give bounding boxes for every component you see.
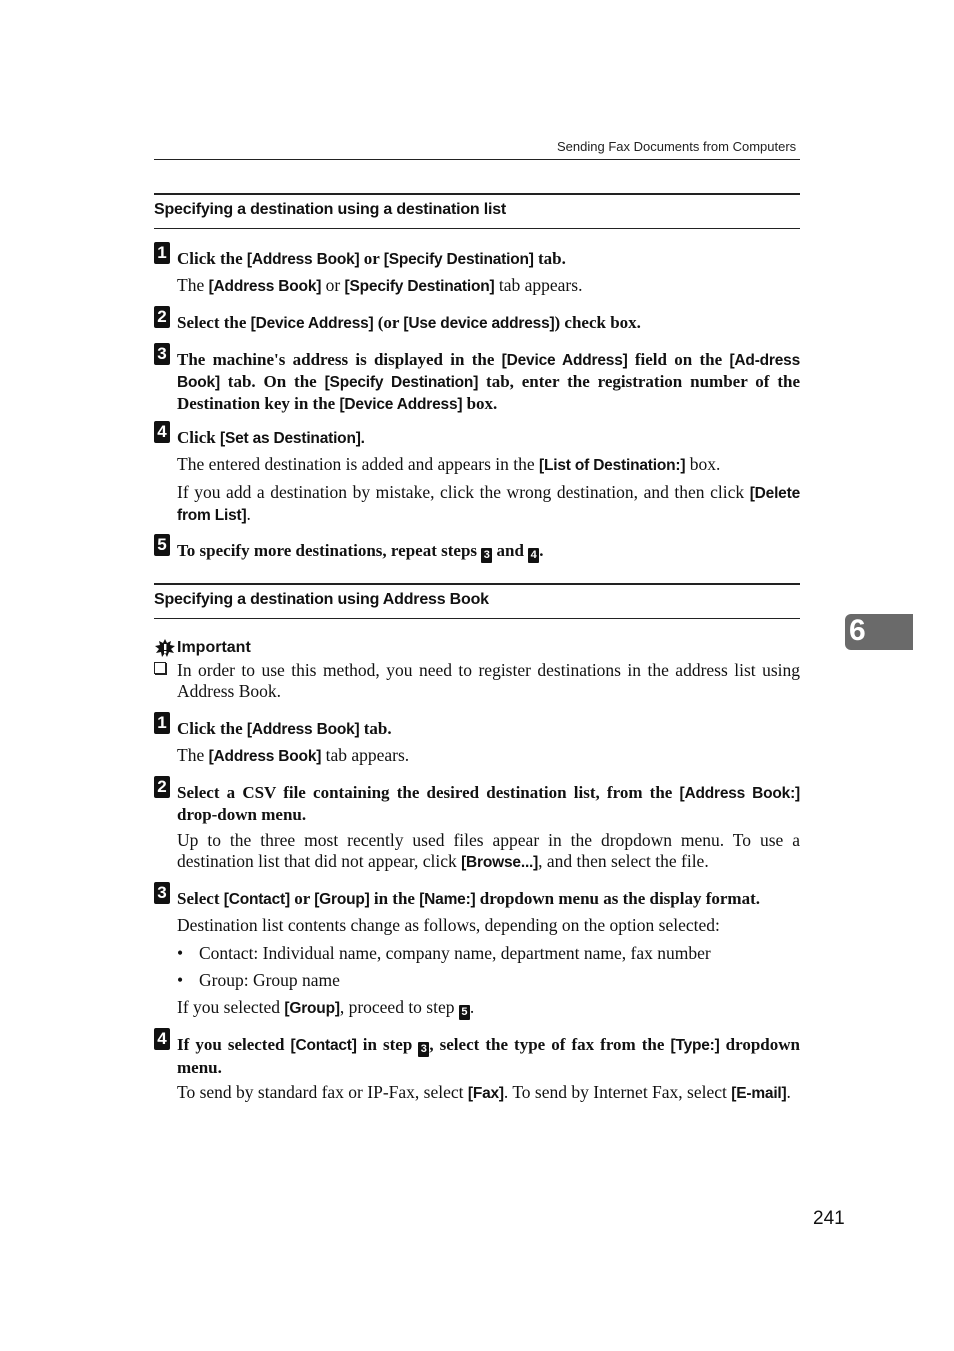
step-number: 1 xyxy=(154,712,170,734)
page-number: 241 xyxy=(813,1208,845,1229)
step-number: 2 xyxy=(154,776,170,798)
step-body: Destination list contents change as follows, depending on the option selected: xyxy=(177,915,720,935)
step-heading: Click [Set as Destination]. xyxy=(177,428,365,447)
step-number: 4 xyxy=(154,421,170,443)
step-ref: 3 xyxy=(481,548,492,563)
section1-top-rule xyxy=(154,193,800,195)
checkbox-icon xyxy=(154,662,166,674)
step-body: Up to the three most recently used files appear in the dropdown menu. To use a destination list that did not appear, click [Browse...], and then select the file. xyxy=(177,830,800,871)
header-rule xyxy=(154,159,800,160)
step-body: If you add a destination by mistake, click the wrong destination, and then click [Delete from List]. xyxy=(177,482,800,524)
list-item: Contact: Individual name, company name, department name, fax number xyxy=(199,943,711,963)
step-ref: 5 xyxy=(459,1005,470,1020)
section1-bottom-rule xyxy=(154,228,800,229)
step-heading: Click the [Address Book] or [Specify Destination] tab. xyxy=(177,249,566,268)
step-body: To send by standard fax or IP-Fax, select [Fax]. To send by Internet Fax, select [E-mail]. xyxy=(177,1082,791,1102)
step-heading: Select a CSV file containing the desired destination list, from the [Address Book:] drop-down menu. xyxy=(177,783,800,824)
step-number: 5 xyxy=(154,534,170,556)
step-number: 3 xyxy=(154,343,170,365)
step-number: 2 xyxy=(154,306,170,328)
section2-title: Specifying a destination using Address Book xyxy=(154,591,489,608)
bullet-icon: • xyxy=(177,970,184,990)
step-heading: Select [Contact] or [Group] in the [Name:] dropdown menu as the display format. xyxy=(177,889,761,908)
step-heading: Click the [Address Book] tab. xyxy=(177,719,392,738)
step-number: 4 xyxy=(154,1028,170,1050)
section2-top-rule xyxy=(154,583,800,585)
important-label: Important xyxy=(177,639,251,656)
step-number: 1 xyxy=(154,242,170,264)
chapter-tab xyxy=(845,614,913,650)
bullet-icon: • xyxy=(177,943,184,963)
list-item: Group: Group name xyxy=(199,970,340,990)
chapter-tab-label: 6 xyxy=(849,614,866,647)
step-body: If you selected [Group], proceed to step 5 . xyxy=(177,997,475,1018)
section1-title: Specifying a destination using a destination list xyxy=(154,201,507,218)
step-body: The [Address Book] or [Specify Destination] tab appears. xyxy=(177,275,583,295)
step-ref: 4 xyxy=(528,548,539,563)
running-header: Sending Fax Documents from Computers xyxy=(557,139,797,154)
step-heading: The machine's address is displayed in the [Device Address] field on the [Ad-dress Book] tab. On the [Specify Destination] tab, enter the registration number of the Destination key in the [Device Address] box. xyxy=(177,350,801,413)
step-ref: 3 xyxy=(418,1042,429,1057)
important-text: In order to use this method, you need to register destinations in the address list using Address Book. xyxy=(177,660,800,701)
section2-bottom-rule xyxy=(154,618,800,619)
step-number: 3 xyxy=(154,882,170,904)
step-body: The entered destination is added and appears in the [List of Destination:] box. xyxy=(177,454,721,474)
step-heading: To specify more destinations, repeat steps 3 and 4 . xyxy=(177,541,544,561)
step-heading: If you selected [Contact] in step 3 , select the type of fax from the [Type:] dropdown menu. xyxy=(177,1035,800,1077)
step-heading: Select the [Device Address] (or [Use device address]) check box. xyxy=(177,313,641,332)
important-icon xyxy=(154,638,176,658)
step-body: The [Address Book] tab appears. xyxy=(177,745,410,765)
